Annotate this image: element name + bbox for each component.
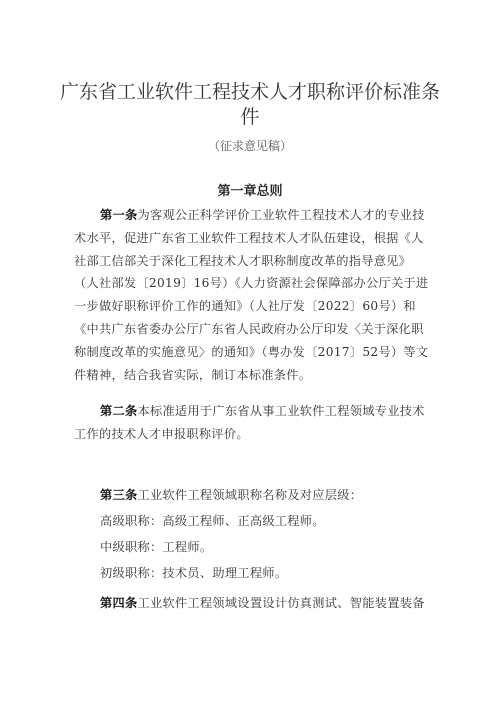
document-title: 广东省工业软件工程技术人才职称评价标准条件 [60, 81, 441, 128]
chapter-heading: 第一章总则 [217, 184, 283, 199]
article-2-text: 本标准适用于广东省从事工业软件工程领域专业技术工作的技术人才申报职称评价。 [74, 404, 425, 441]
article-2-label: 第二条 [100, 404, 138, 418]
article-2 [74, 400, 430, 446]
article-3 [74, 484, 430, 507]
article-3-label: 第三条 [100, 488, 138, 502]
level-intermediate: 中级职称：工程师。 [100, 540, 213, 554]
article-4 [74, 592, 430, 615]
article-1 [74, 204, 430, 386]
level-junior: 初级职称：技术员、助理工程师。 [100, 566, 288, 580]
article-1-text: 为客观公正科学评价工业软件工程技术人才的专业技术水平，促进广东省工业软件工程技术人才队伍建设，根据《人社部工信部关于深化工程技术人才职称制度改革的指导意见》（人社部发〔2019〕16号）《人力资源社会保障部办公厅关于进一步做好职称评价工作的通知》（人社厅发〔2022〕60号）和《中共广东省委办公厅广东省人民政府办公厅印发〈关于深化职称制度改革的实施意见〉的通知》（粤办发〔2017〕52号）等文件精神，结合我省实际，制订本标准条件。 [74, 208, 429, 382]
document-subtitle: （征求意见稿） [207, 139, 292, 153]
level-senior: 高级职称：高级工程师、正高级工程师。 [100, 514, 325, 528]
article-4-text: 工业软件工程领域设置设计仿真测试、智能装置装备 [137, 596, 425, 610]
article-3-text: 工业软件工程领域职称名称及对应层级： [137, 488, 363, 502]
article-1-label: 第一条 [100, 208, 138, 222]
article-4-label: 第四条 [100, 596, 138, 610]
